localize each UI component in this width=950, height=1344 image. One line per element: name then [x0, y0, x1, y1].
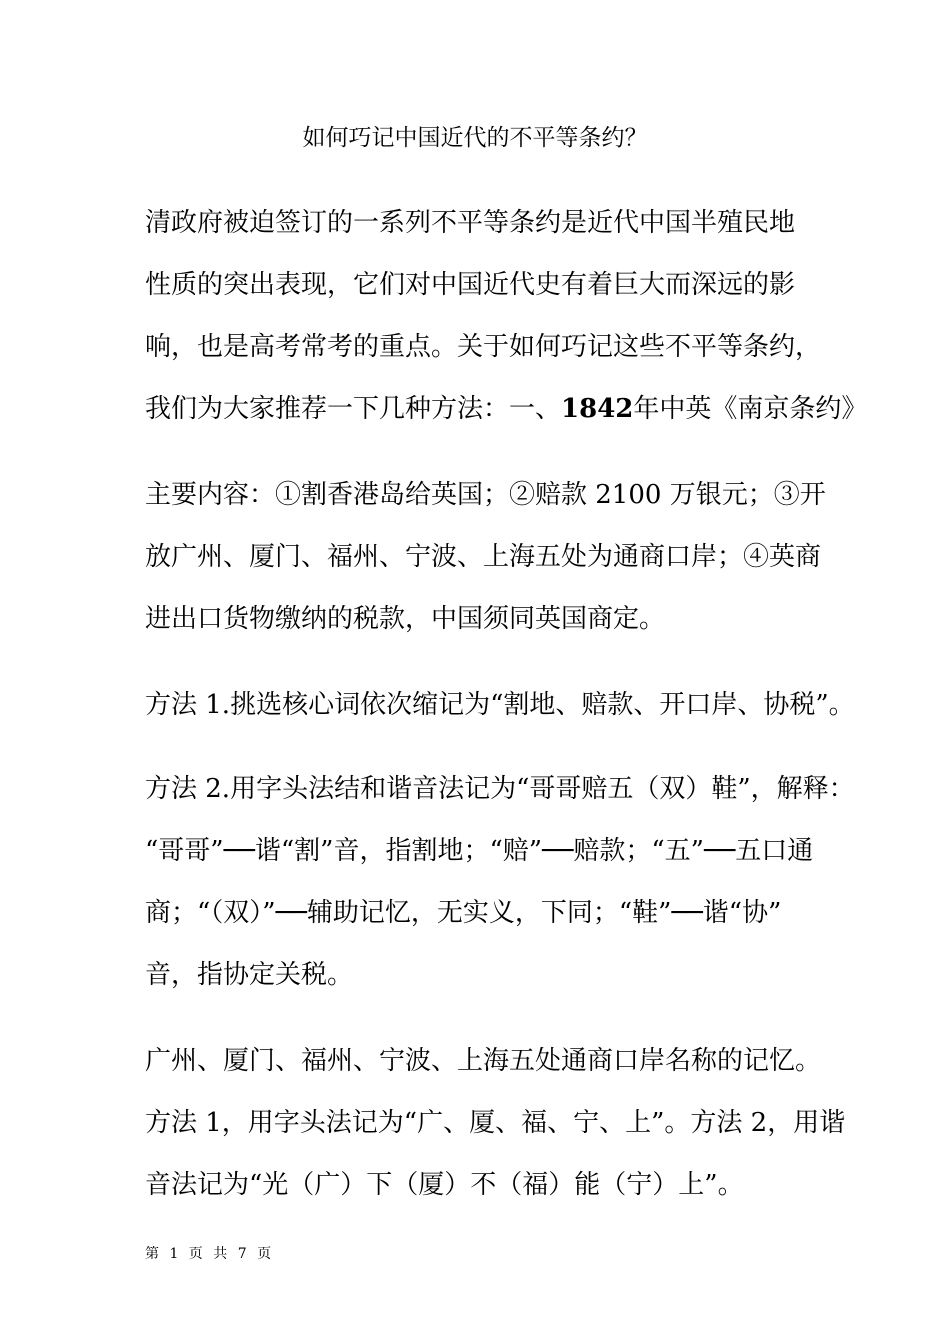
text-line: 方法 2.用字头法结和谐音法记为“哥哥赔五（双）鞋”，解释： [145, 774, 855, 804]
ports-paragraph [145, 1030, 846, 1216]
text-line: 清政府被迫签订的一系列不平等条约是近代中国半殖民地 [145, 208, 796, 238]
method-2-paragraph [145, 758, 855, 1006]
text-segment: 我们为大家推荐一下几种方法：一、 [145, 394, 562, 424]
page-title: 如何巧记中国近代的不平等条约？ [302, 125, 648, 151]
page-number-footer: 第 1 页 共 7 页 [145, 1246, 275, 1262]
text-line [145, 378, 868, 440]
text-segment: 年中英《南京条约》 [633, 394, 868, 424]
text-line: 方法 1.挑选核心词依次缩记为“割地、赔款、开口岸、协税”。 [145, 690, 855, 720]
text-line: 放广州、厦门、福州、宁波、上海五处为通商口岸；④英商 [145, 542, 822, 572]
intro-paragraph [145, 192, 868, 440]
text-line: 音，指协定关税。 [145, 960, 354, 990]
text-line: 商；“（双）”──辅助记忆，无实义，下同；“鞋”──谐“协” [145, 898, 782, 928]
text-line: 进出口货物缴纳的税款，中国须同英国商定。 [145, 604, 666, 634]
text-line: 音法记为“光（广）下（厦）不（福）能（宁）上”。 [145, 1170, 744, 1200]
text-line: “哥哥”──谐“割”音，指割地；“赔”──赔款；“五”──五口通 [145, 836, 814, 866]
text-line: 主要内容：①割香港岛给英国；②赔款 2100 万银元；③开 [145, 480, 826, 510]
text-line: 响，也是高考常考的重点。关于如何巧记这些不平等条约， [145, 332, 822, 362]
year-bold: 1842 [561, 394, 634, 424]
text-line: 广州、厦门、福州、宁波、上海五处通商口岸名称的记忆。 [145, 1046, 822, 1076]
text-line: 性质的突出表现，它们对中国近代史有着巨大而深远的影 [145, 270, 796, 300]
method-1-paragraph [145, 674, 855, 736]
text-line: 方法 1，用字头法记为“广、厦、福、宁、上”。方法 2，用谐 [145, 1108, 846, 1138]
treaty-content-paragraph [145, 464, 825, 650]
